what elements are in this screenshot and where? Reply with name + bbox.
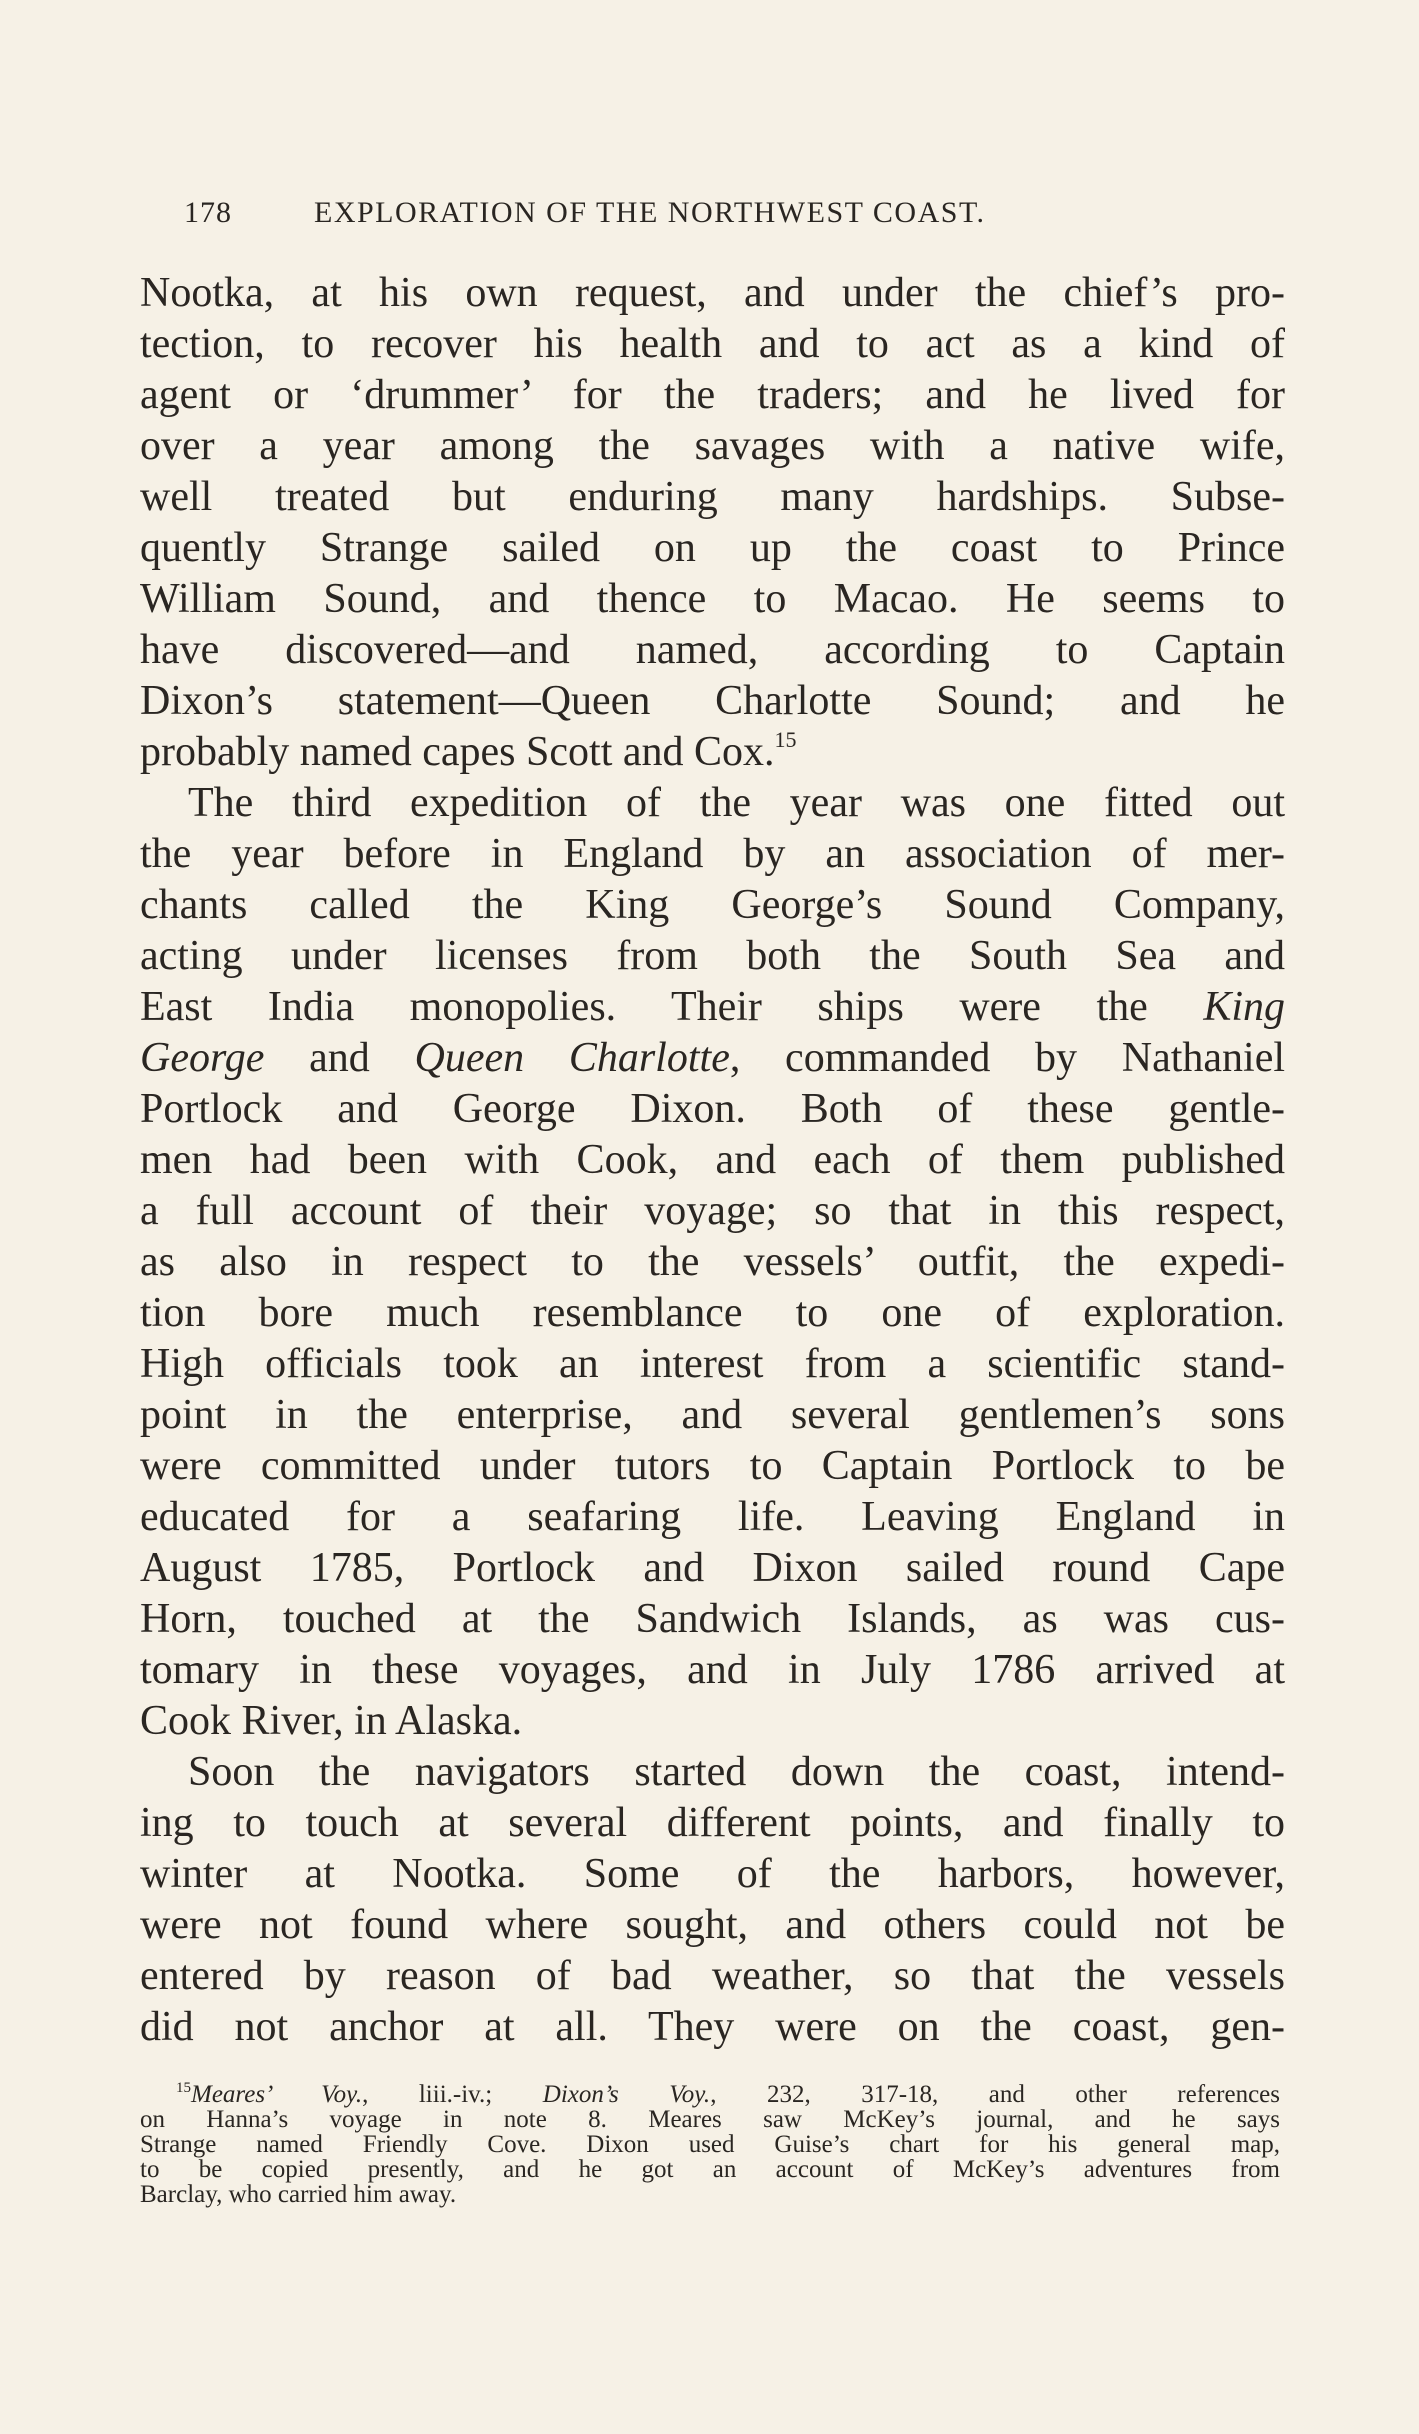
text-line: tion bore much resemblance to one of exploration.	[140, 1290, 1285, 1336]
text-line: entered by reason of bad weather, so that the vessels	[140, 1953, 1285, 1999]
text-line: chants called the King George’s Sound Company,	[140, 882, 1285, 928]
running-title: EXPLORATION OF THE NORTHWEST COAST.	[314, 196, 986, 229]
text-line: were committed under tutors to Captain Portlock to be	[140, 1443, 1285, 1489]
footnote-line: on Hanna’s voyage in note 8. Meares saw McKey’s journal, and he says	[140, 2106, 1280, 2133]
footnote-reference[interactable]: 15	[774, 727, 797, 752]
text-line: educated for a seafaring life. Leaving England in	[140, 1494, 1285, 1540]
ship-name: King	[1203, 984, 1285, 1030]
line-text: East India monopolies. Their ships were the	[140, 984, 1148, 1030]
footnote-line: Barclay, who carried him away.	[140, 2181, 457, 2208]
footnote-line: Strange named Friendly Cove. Dixon used Guise’s chart for his general map,	[140, 2131, 1280, 2158]
text-line: well treated but enduring many hardships. Subse-	[140, 474, 1285, 520]
line-text: , commanded by Nathaniel	[729, 1035, 1286, 1081]
ship-name: Queen Charlotte	[414, 1035, 730, 1081]
text-line: August 1785, Portlock and Dixon sailed round Cape	[140, 1545, 1285, 1591]
footnote-line: to be copied presently, and he got an account of McKey’s adventures from	[140, 2156, 1280, 2183]
body-text	[140, 268, 1285, 2053]
footnote-marker: 15	[176, 2080, 191, 2096]
page-number: 178	[184, 196, 232, 229]
text-line: Portlock and George Dixon. Both of these gentle-	[140, 1086, 1285, 1132]
text-line: have discovered—and named, according to Captain	[140, 627, 1285, 673]
running-head	[184, 196, 1104, 236]
text-line: point in the enterprise, and several gentlemen’s sons	[140, 1392, 1285, 1438]
text-line: The third expedition of the year was one fitted out	[188, 780, 1285, 826]
footnote-work-title: Meares’ Voy.	[191, 2081, 363, 2108]
text-line	[140, 727, 1285, 778]
text-line: over a year among the savages with a native wife,	[140, 423, 1285, 469]
text-line: Soon the navigators started down the coast, intend-	[188, 1749, 1285, 1795]
footnotes	[140, 2082, 1280, 2207]
text-line: did not anchor at all. They were on the coast, gen-	[140, 2004, 1285, 2050]
footnote-text: , 232, 317-18, and other references	[710, 2081, 1280, 2108]
text-line: men had been with Cook, and each of them published	[140, 1137, 1285, 1183]
text-line: a full account of their voyage; so that in this respect,	[140, 1188, 1285, 1234]
text-line: Cook River, in Alaska.	[140, 1698, 523, 1744]
line-text: probably named capes Scott and Cox.	[140, 729, 775, 775]
text-line: the year before in England by an association of mer-	[140, 831, 1285, 877]
text-line: were not found where sought, and others could not be	[140, 1902, 1285, 1948]
text-line: tomary in these voyages, and in July 1786 arrived at	[140, 1647, 1285, 1693]
text-line: winter at Nootka. Some of the harbors, however,	[140, 1851, 1285, 1897]
text-line: as also in respect to the vessels’ outfit, the expedi-	[140, 1239, 1285, 1285]
footnote-line	[140, 2082, 1280, 2107]
text-line: High officials took an interest from a scientific stand-	[140, 1341, 1285, 1387]
text-line: William Sound, and thence to Macao. He seems to	[140, 576, 1285, 622]
text-line	[140, 982, 1285, 1033]
text-line: Horn, touched at the Sandwich Islands, as was cus-	[140, 1596, 1285, 1642]
text-line: Dixon’s statement—Queen Charlotte Sound; and he	[140, 678, 1285, 724]
text-line: acting under licenses from both the South Sea and	[140, 933, 1285, 979]
line-text: and	[309, 1035, 370, 1081]
text-line: quently Strange sailed on up the coast to Prince	[140, 525, 1285, 571]
text-line	[140, 1033, 1285, 1084]
text-line: tection, to recover his health and to act as a kind of	[140, 321, 1285, 367]
ship-name: George	[140, 1035, 265, 1081]
text-line: ing to touch at several different points, and finally to	[140, 1800, 1285, 1846]
footnote-work-title: Dixon’s Voy.	[542, 2081, 711, 2108]
text-line: Nootka, at his own request, and under the chief’s pro-	[140, 270, 1285, 316]
text-line: agent or ‘drummer’ for the traders; and he lived for	[140, 372, 1285, 418]
footnote-text: , liii.-iv.;	[362, 2081, 493, 2108]
